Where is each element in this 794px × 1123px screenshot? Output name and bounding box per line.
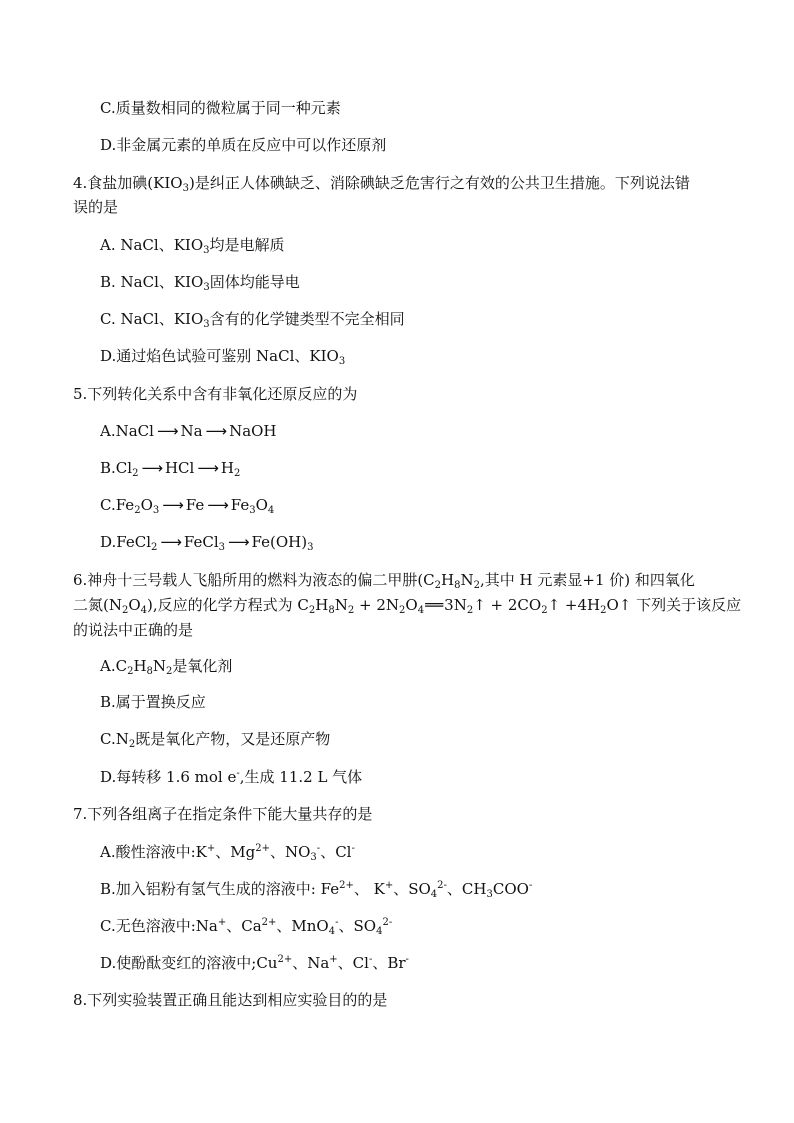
q4-option-a: A. NaCl、$KIO_3$均是电解质 [100,236,285,256]
q6-stem-cont: 的说法中正确的是 [73,621,194,639]
q7-option-a: A.酸性溶液中:K+、$Mg^{2+}$、$NO_3^-$、Cl- [100,843,355,863]
q3-option-d: D.非金属元素的单质在反应中可以作还原剂 [100,136,387,154]
arrow-icon: ⟶ [160,533,181,551]
q4-stem-cont: 误的是 [73,198,119,216]
q5-option-d: D.FeCl$_2$ ⟶ FeCl$_3$ ⟶ $Fe(OH)_3$ [100,533,314,553]
q7-option-c: C.无色溶液中:Na+、$Ca^{2+}$、MnO$_4$-、$SO_4^{2-}$ [100,917,393,937]
q5-option-b: $B.Cl_2$ ⟶ HCl ⟶ $H_2$ [100,459,241,479]
q4-stem: 4.食盐加碘$(KIO_3)$是纠正人体碘缺乏、消除碘缺乏危害行之有效的公共卫生措施。下列说法错 [73,174,690,194]
q4-option-b: B. NaCl、$KIO_3$固体均能导电 [100,273,300,293]
equals-sign: ══ [425,596,444,614]
q6-option-d: D.每转移 1.6 mol e-,生成 11.2 L 气体 [100,768,363,786]
arrow-icon: ⟶ [156,422,178,440]
q5-option-c: $C.Fe_2O_3$ ⟶ Fe ⟶ $Fe_3O_4$ [100,496,275,516]
q6-stem-equation: 二氮$(N_2O_4)$,反应的化学方程式为 $C_2H_8N_2$ + $2N_2O_4══3N_2↑$ + $2CO_2↑$ $+4H_2O↑$ 下列关于该反应 [73,596,742,616]
q7-option-b: B.加入铝粉有氢气生成的溶液中: $Fe^{2+}$、 K+、$SO_4^{2-}$、$CH_3COO^-$ [100,880,533,900]
q8-stem: 8.下列实验装置正确且能达到相应实验目的的是 [73,991,388,1009]
q6-stem: 6.神舟十三号载人飞船所用的燃料为液态的偏二甲肼($C_2H_8N_2$,其中 H 元素显+1 价) 和四氧化 [73,571,695,591]
q7-option-d: D.使酚酞变红的溶液中$;Cu^{2+}$、Na+、Cl-、Br- [100,954,409,972]
arrow-icon: ⟶ [228,533,249,551]
q4-option-d: D.通过焰色试验可鉴别 NaCl、$KIO_3$ [100,347,346,367]
q5-stem: 5.下列转化关系中含有非氧化还原反应的为 [73,385,358,403]
arrow-icon: ⟶ [197,459,218,477]
q4-option-c: C. NaCl、$KIO_3$含有的化学键类型不完全相同 [100,310,405,330]
q5-option-a: A.NaCl ⟶ Na ⟶ NaOH [100,422,277,440]
arrow-icon: ⟶ [205,422,227,440]
arrow-icon: ⟶ [162,496,183,514]
q6-option-a: $A.C_2H_8N_2$是氧化剂 [100,657,233,677]
q7-stem: 7.下列各组离子在指定条件下能大量共存的是 [73,805,373,823]
q3-option-c: C.质量数相同的微粒属于同一种元素 [100,99,341,117]
q6-option-c: $C.N_2$既是氧化产物，又是还原产物 [100,730,331,750]
q6-option-b: B.属于置换反应 [100,693,206,711]
arrow-icon: ⟶ [141,459,162,477]
arrow-icon: ⟶ [207,496,228,514]
